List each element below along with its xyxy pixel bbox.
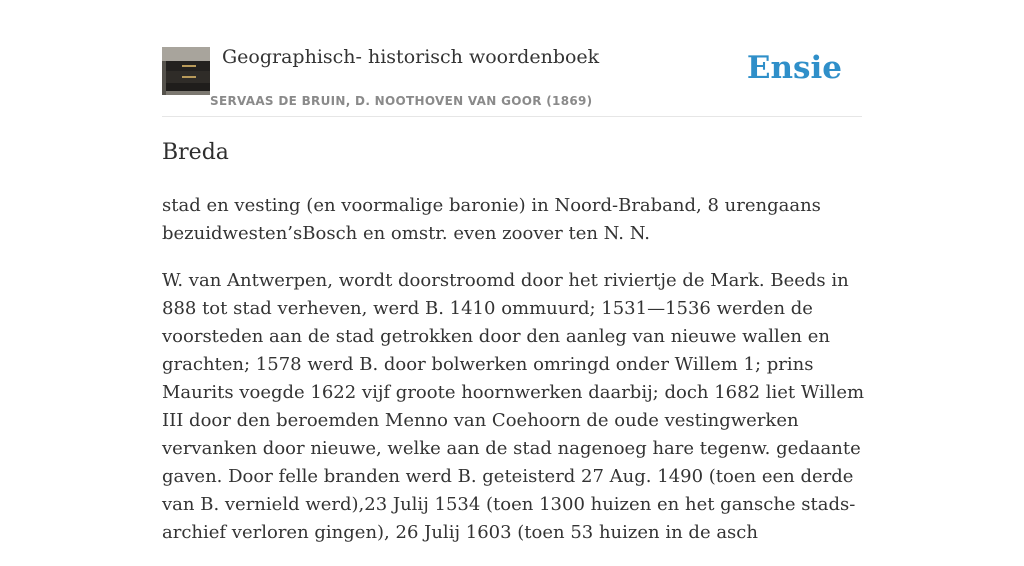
- old-books-icon: [162, 47, 210, 95]
- site-header: [162, 40, 862, 117]
- entry-paragraph: W. van Antwerpen, wordt doorstroomd door het riviertje de Mark. Beeds in 888 tot stad verheven, werd B. 1410 ommuurd; 1531—1536 werden de voorsteden aan de stad getrokken door den aanleg van nieuwe wallen en grachten; 1578 werd B. door bolwerken omringd onder Willem 1; prins Maurits voegde 1622 vijf groote hoornwerken daarbij; doch 1682 liet Willem III door den beroemden Menno van Coehoorn de oude vestingwerken vervanken door nieuwe, welke aan de stad nagenoeg hare tegenw. gedaante gaven. Door felle branden werd B. geteisterd 27 Aug. 1490 (toen een derde van B. vernield werd),23 Julij 1534 (toen 1300 huizen en het gansche stads-archief verloren gingen), 26 Julij 1603 (toen 53 huizen in de asch: [162, 270, 865, 543]
- entry-title: Breda: [162, 140, 229, 165]
- ensie-logo[interactable]: Ensie: [746, 50, 842, 86]
- book-cover-avatar[interactable]: [162, 47, 210, 95]
- entry-body: [162, 192, 866, 566]
- book-title[interactable]: Geographisch- historisch woordenboek: [222, 46, 600, 68]
- entry-paragraph: stad en vesting (en voormalige baronie) in Noord-Braband, 8 urengaans bezuidwesten’sBosch en omstr. even zoover ten N. N.: [162, 195, 821, 244]
- book-authors: SERVAAS DE BRUIN, D. NOOTHOVEN VAN GOOR (1869): [210, 94, 593, 108]
